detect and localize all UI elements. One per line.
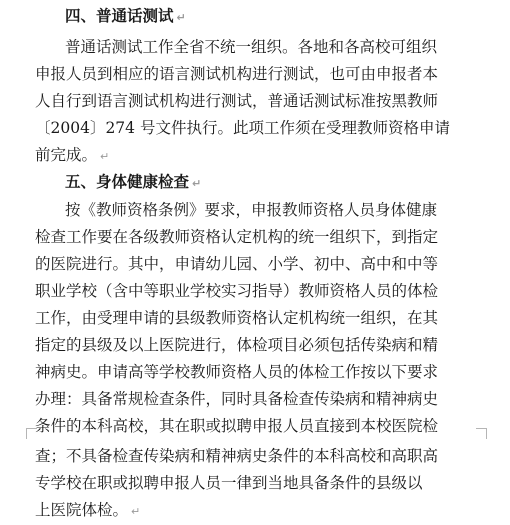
paragraph-line-text: 上医院体检。	[35, 501, 129, 519]
paragraph-line: 普通话测试工作全省不统一组织。各地和各高校可组织	[65, 38, 438, 56]
paragraph-line: 指定的县级及以上医院进行，体检项目必须包括传染病和精	[35, 336, 439, 354]
paragraph-mark-icon: ↵	[100, 150, 110, 163]
paragraph-mark-icon: ↵	[176, 11, 186, 24]
section-heading-putonghua-test	[65, 3, 510, 29]
paragraph-line: 工作，由受理申请的县级教师资格认定机构统一组织，在其	[35, 309, 439, 327]
paragraph-mark-icon: ↵	[131, 505, 141, 518]
paragraph-line: 办理：具备常规检查条件，同时具备检查传染病和精神病史	[35, 390, 439, 408]
paragraph-line: 检查工作要在各级教师资格认定机构的统一组织下，到指定	[35, 228, 439, 246]
paragraph-line: 查；不具备检查传染病和精神病史条件的本科高校和高职高	[35, 447, 439, 465]
paragraph-line: 职业学校（含中等职业学校实习指导）教师资格人员的体检	[35, 282, 439, 300]
section-heading-text: 五、身体健康检查	[65, 172, 190, 191]
paragraph-line: 按《教师资格条例》要求，申报教师资格人员身体健康	[65, 201, 438, 219]
paragraph-line: 专学校在职或拟聘申报人员一律到当地具备条件的县级以	[35, 474, 423, 492]
paragraph-line: 〔2004〕274 号文件执行。此项工作须在受理教师资格申请	[35, 119, 450, 137]
paragraph-last-line	[35, 497, 510, 523]
paragraph-line: 条件的本科高校，其在职或拟聘申报人员直接到本校医院检	[35, 417, 439, 435]
paragraph-line: 神病史。申请高等学校教师资格人员的体检工作按以下要求	[35, 363, 439, 381]
section-heading-health-check	[65, 169, 510, 195]
paragraph-line: 的医院进行。其中，申请幼儿园、小学、初中、高中和中等	[35, 255, 439, 273]
paragraph-line-text: 前完成。	[35, 146, 98, 164]
paragraph-mark-icon: ↵	[192, 177, 202, 190]
section-heading-text: 四、普通话测试	[65, 6, 174, 25]
paragraph-last-line	[35, 142, 510, 168]
page-corner-mark-icon	[476, 428, 487, 439]
paragraph-line: 申报人员到相应的语言测试机构进行测试，也可由申报者本	[35, 65, 439, 83]
page-corner-mark-icon	[26, 428, 37, 439]
paragraph-line: 人自行到语言测试机构进行测试，普通话测试标准按黑教师	[35, 92, 439, 110]
